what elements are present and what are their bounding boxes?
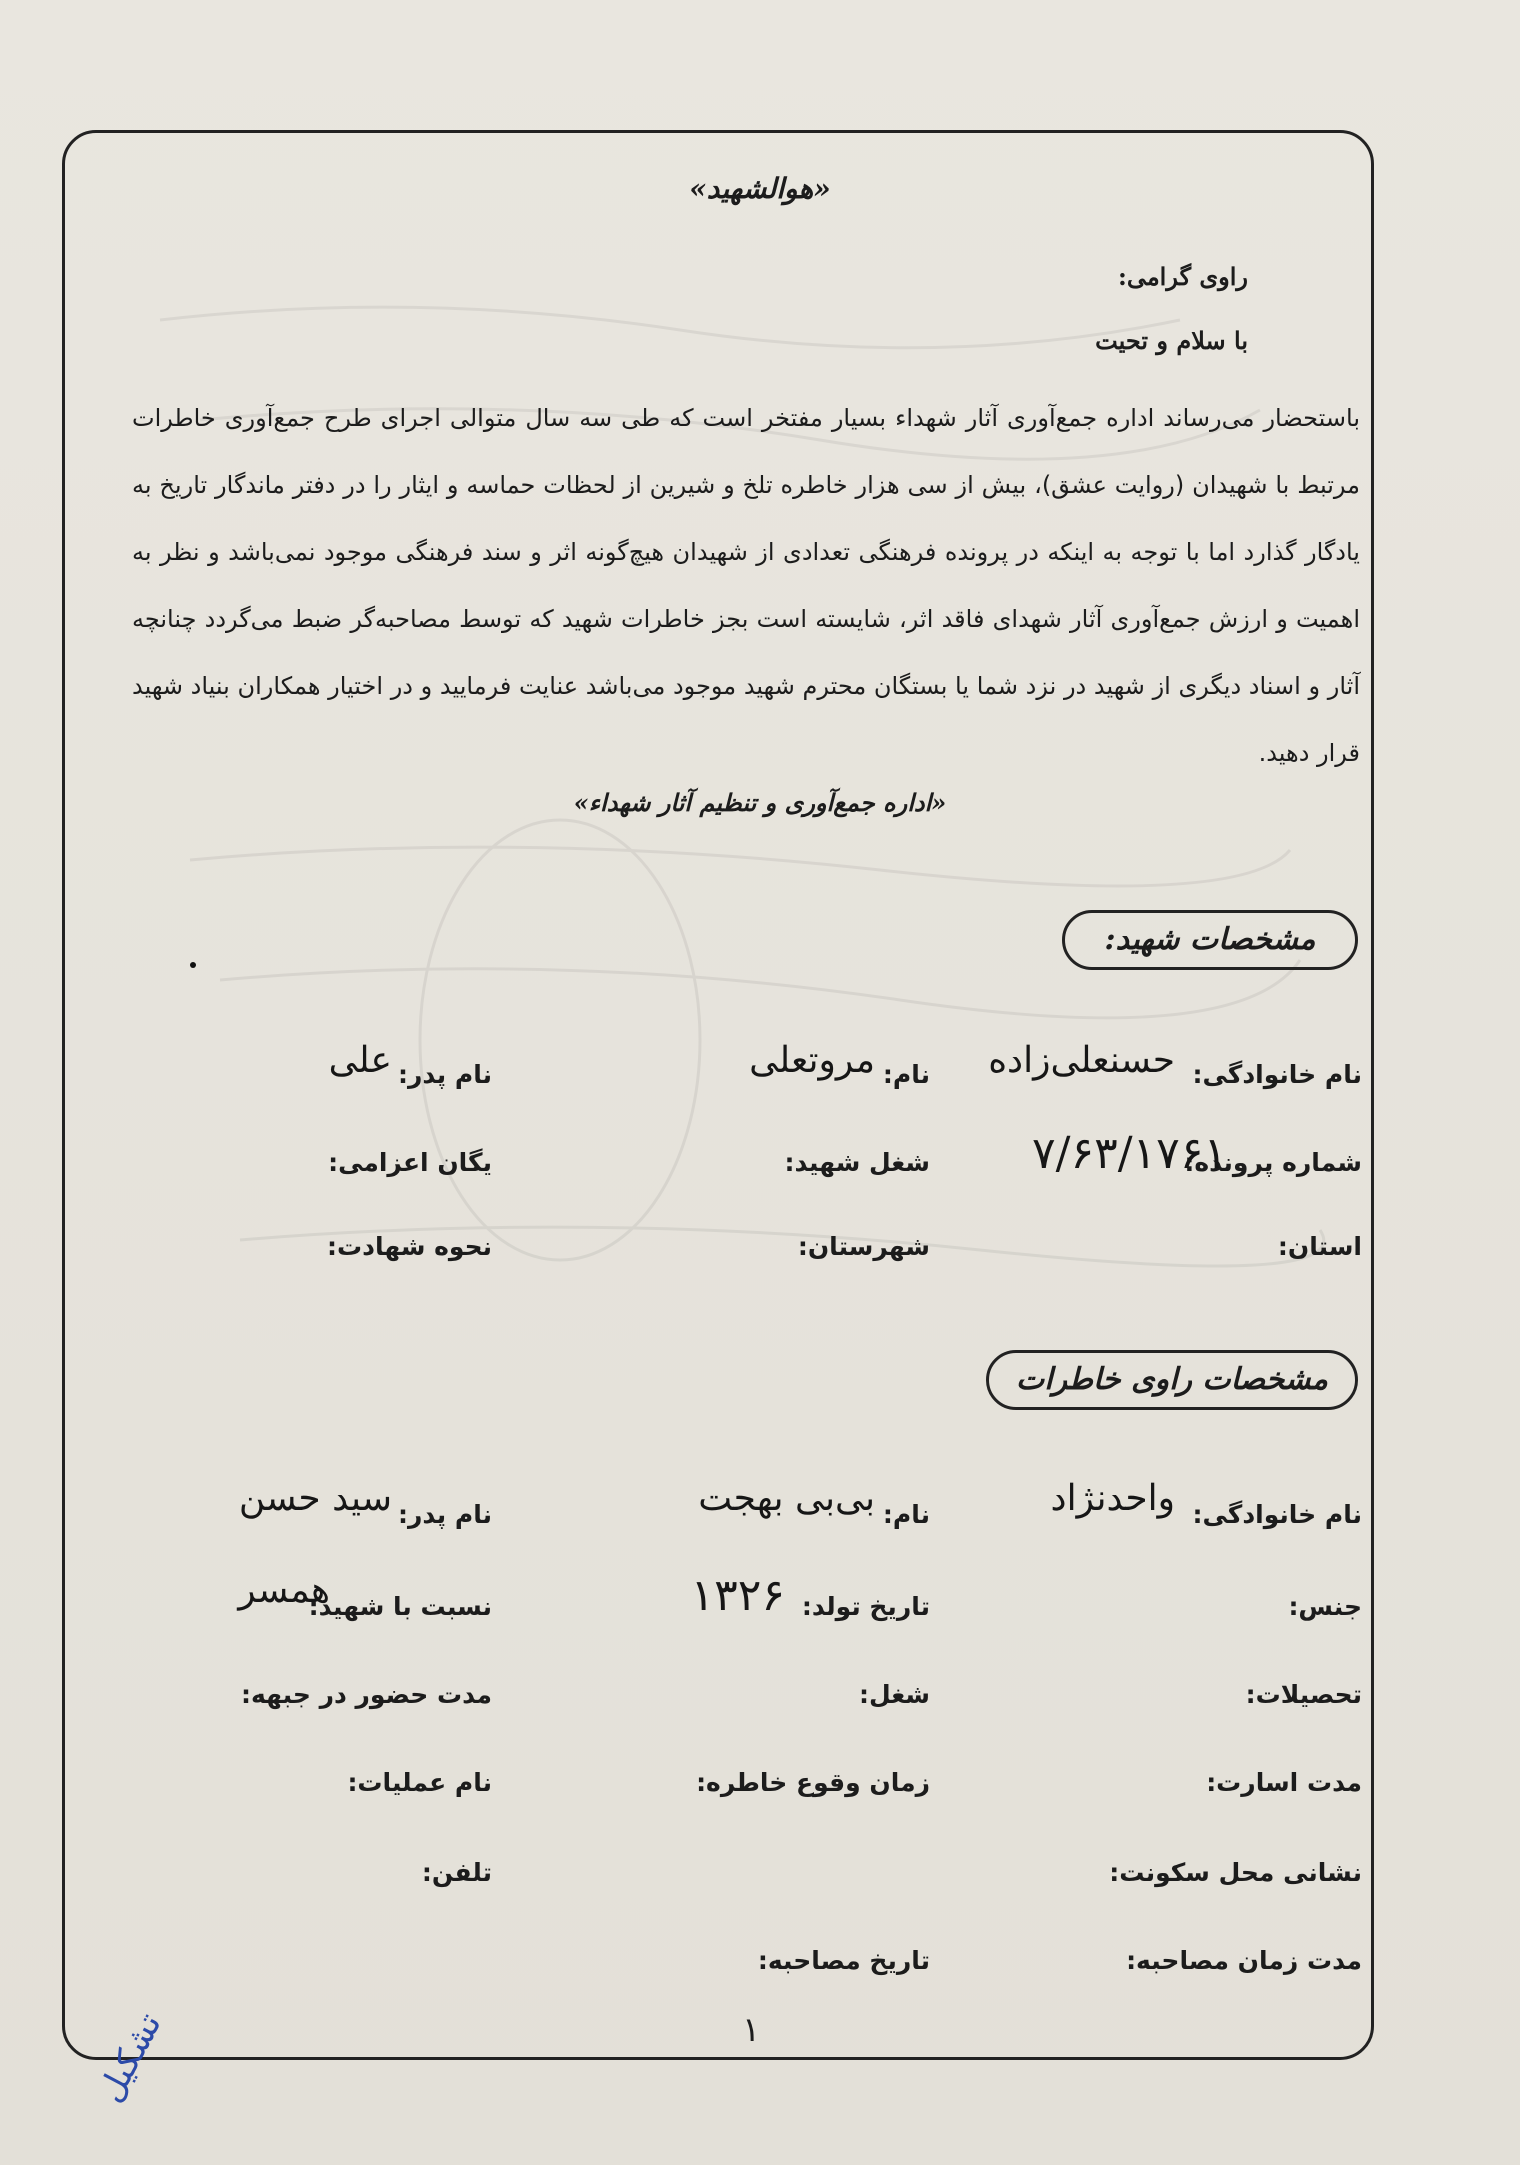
narrator-education-label: تحصیلات: (1245, 1680, 1362, 1709)
narrator-occupation-label: شغل: (858, 1680, 930, 1709)
martyr-family-name-value: حسنعلی‌زاده (988, 1040, 1175, 1081)
narrator-birth-date-value: ۱۳۲۶ (690, 1570, 785, 1621)
narrator-interview-duration-label: مدت زمان مصاحبه: (1126, 1946, 1362, 1975)
martyr-occupation-label: شغل شهید: (784, 1148, 930, 1177)
narrator-family-name-value: واحدنژاد (1050, 1478, 1175, 1519)
narrator-section-title: مشخصات راوی خاطرات (986, 1350, 1358, 1410)
martyr-first-name-value: مروتعلی (749, 1040, 875, 1081)
narrator-relation-value: همسر (238, 1570, 330, 1611)
margin-handwritten-note: تشکیل (90, 2006, 170, 2109)
intro-paragraph: باستحضار می‌رساند اداره جمع‌آوری آثار شهداء بسیار مفتخر است که طی سه سال متوالی اجرای طرح جمع‌آوری خاطرات مرتبط با شهیدان (روایت عشق)، بیش از سی هزار خاطره تلخ و شیرین از لحظات حماسه و ایثار را در دفتر ماندگار تاریخ به یادگار گذارد اما با توجه به اینکه در پرونده فرهنگی تعدادی از شهیدان هیچ‌گونه اثر و سند فرهنگی موجود نمی‌باشد و نظر به اهمیت و ارزش جمع‌آوری آثار شهدای فاقد اثر، شایسته است بجز خاطرات شهید که توسط مصاحبه‌گر ضبط می‌گردد چنانچه آثار و اسناد دیگری از شهید در نزد شما یا بستگان محترم شهید موجود می‌باشد عنایت فرمایید و در اختیار همکاران بنیاد شهید قرار دهید. (132, 404, 1360, 767)
martyr-province-label: استان: (1277, 1232, 1362, 1261)
martyr-martyrdom-manner-label: نحوه شهادت: (327, 1232, 492, 1261)
office-signoff: «اداره جمع‌آوری و تنظیم آثار شهداء» (573, 788, 947, 817)
martyr-section-title: مشخصات شهید: (1062, 910, 1358, 970)
martyr-city-label: شهرستان: (797, 1232, 930, 1261)
martyr-father-name-label: نام پدر: (397, 1060, 492, 1089)
narrator-father-name-value: سید حسن (238, 1478, 392, 1519)
martyr-file-number-value: ۷/۶۳/۱۷۶۱ (1032, 1128, 1228, 1179)
narrator-first-name-value: بی‌بی بهجت (698, 1478, 875, 1519)
salutation-greeting: با سلام و تحیت (1095, 326, 1248, 355)
pen-dot (190, 962, 196, 968)
narrator-operation-label: نام عملیات: (347, 1768, 492, 1797)
narrator-father-name-label: نام پدر: (397, 1500, 492, 1529)
narrator-captivity-label: مدت اسارت: (1206, 1768, 1362, 1797)
salutation-addressee: راوی گرامی: (1117, 262, 1248, 291)
martyr-unit-label: یگان اعزامی: (328, 1148, 492, 1177)
narrator-birth-date-label: تاریخ تولد: (801, 1592, 930, 1621)
narrator-gender-label: جنس: (1288, 1592, 1362, 1621)
martyr-father-name-value: علی (328, 1040, 392, 1081)
martyr-file-number-label: شماره پرونده: (1184, 1148, 1362, 1177)
martyr-family-name-label: نام خانوادگی: (1192, 1060, 1362, 1089)
narrator-relation-label: نسبت با شهید: (308, 1592, 492, 1621)
narrator-first-name-label: نام: (882, 1500, 930, 1529)
narrator-phone-label: تلفن: (421, 1858, 492, 1887)
document-heading: «هوالشهید» (689, 172, 831, 205)
narrator-front-duration-label: مدت حضور در جبهه: (241, 1680, 492, 1709)
martyr-first-name-label: نام: (882, 1060, 930, 1089)
narrator-memory-time-label: زمان وقوع خاطره: (696, 1768, 930, 1797)
narrator-address-label: نشانی محل سکونت: (1109, 1858, 1362, 1887)
page-number: ۱ (742, 2010, 761, 2050)
narrator-interview-date-label: تاریخ مصاحبه: (757, 1946, 930, 1975)
narrator-family-name-label: نام خانوادگی: (1192, 1500, 1362, 1529)
